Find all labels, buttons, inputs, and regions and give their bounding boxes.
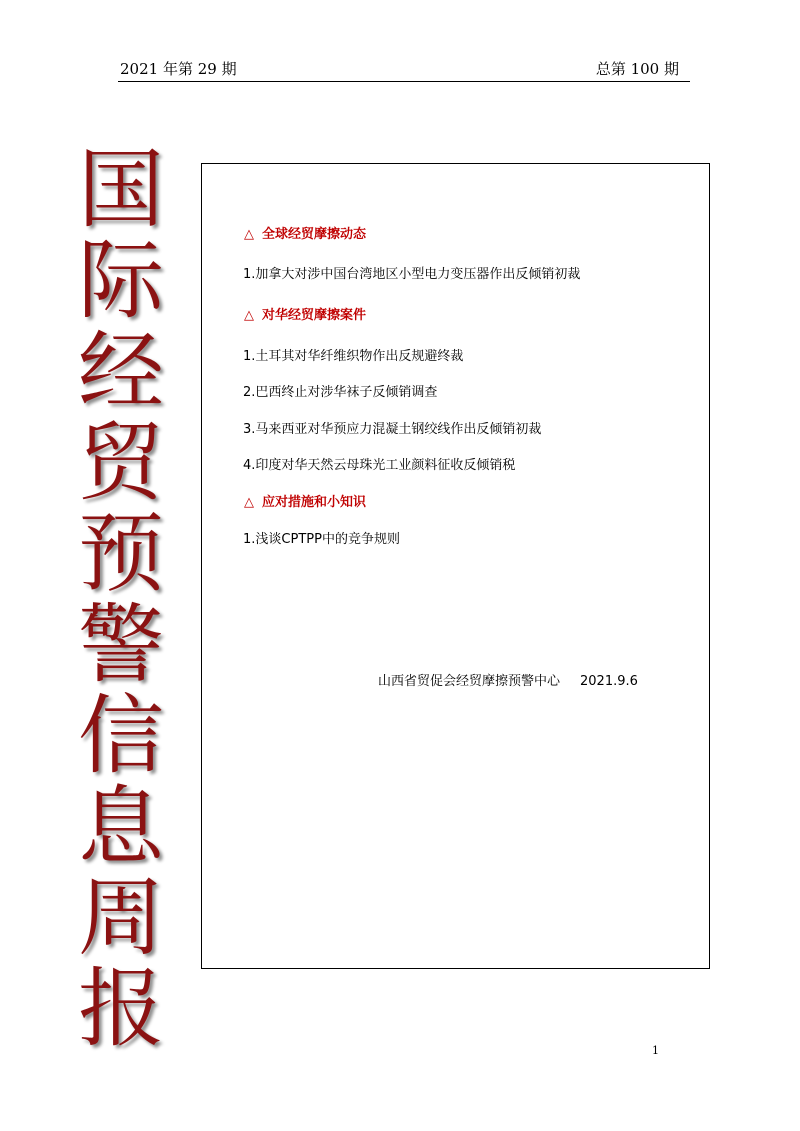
title-char: 息 (78, 777, 164, 877)
section-heading-text: 对华经贸摩擦案件 (262, 308, 367, 323)
title-char: 警 (78, 595, 164, 695)
issuer-line (378, 670, 638, 689)
issuer-organization: 山西省贸促会经贸摩擦预警中心 (378, 674, 561, 689)
section-heading-global-friction (244, 223, 366, 242)
list-item: 1.加拿大对涉中国台湾地区小型电力变压器作出反倾销初裁 (243, 267, 581, 282)
section-heading-text: 全球经贸摩擦动态 (262, 227, 367, 242)
issue-date: 2021.9.6 (580, 674, 638, 689)
list-item: 2.巴西终止对涉华袜子反倾销调查 (243, 385, 438, 400)
title-char: 国 (78, 140, 164, 240)
list-item: 1.浅谈CPTPP中的竞争规则 (243, 532, 400, 547)
page-number: 1 (652, 1044, 659, 1057)
table-of-contents (201, 163, 710, 969)
title-char: 预 (78, 504, 164, 604)
title-char: 际 (78, 231, 164, 331)
list-item: 3.马来西亚对华预应力混凝土钢绞线作出反倾销初裁 (243, 422, 542, 437)
list-item: 1.土耳其对华纤维织物作出反规避终裁 (243, 349, 464, 364)
header-divider (118, 81, 690, 82)
title-char: 经 (78, 322, 164, 422)
issue-number: 2021 年第 29 期 (120, 60, 237, 78)
triangle-icon: △ (244, 227, 254, 242)
title-char: 周 (78, 868, 164, 968)
section-heading-countermeasures (244, 491, 366, 510)
triangle-icon: △ (244, 308, 254, 323)
list-item: 4.印度对华天然云母珠光工业颜料征收反倾销税 (243, 458, 516, 473)
section-heading-china-cases (244, 304, 366, 323)
publication-title (62, 140, 180, 1059)
triangle-icon: △ (244, 495, 254, 510)
title-char: 报 (78, 959, 164, 1059)
title-char: 贸 (78, 413, 164, 513)
title-char: 信 (78, 686, 164, 786)
section-heading-text: 应对措施和小知识 (262, 495, 367, 510)
total-issue-number: 总第 100 期 (595, 60, 679, 78)
